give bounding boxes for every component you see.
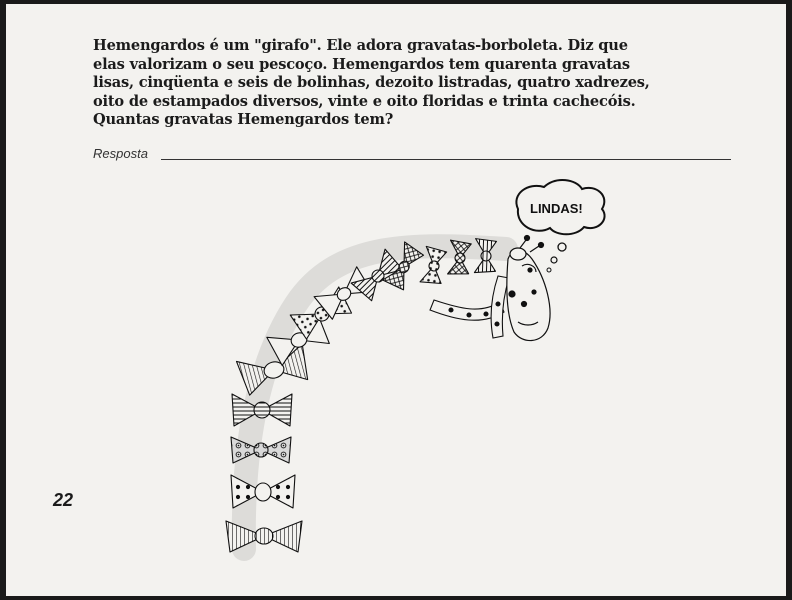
scarf — [430, 276, 509, 338]
problem-text: Hemengardos é um "girafo". Ele adora gravatas-borboleta. Diz que elas valorizam o seu pescoço. Hemengardos tem quarenta gravatas lisas, cinqüenta e seis de bolinhas, dezoito listradas, quatro xadrezes, oito de estampados diversos, vinte e oito floridas e trinta cachecóis. Quantas gravatas Hemengardos tem? — [93, 37, 650, 128]
giraffe-illustration — [6, 4, 786, 596]
thought-bubble-text: LINDAS! — [530, 201, 583, 216]
page-number: 22 — [53, 490, 74, 510]
workbook-page — [6, 4, 786, 596]
giraffe-head — [507, 236, 550, 341]
answer-label: Resposta — [93, 146, 148, 161]
